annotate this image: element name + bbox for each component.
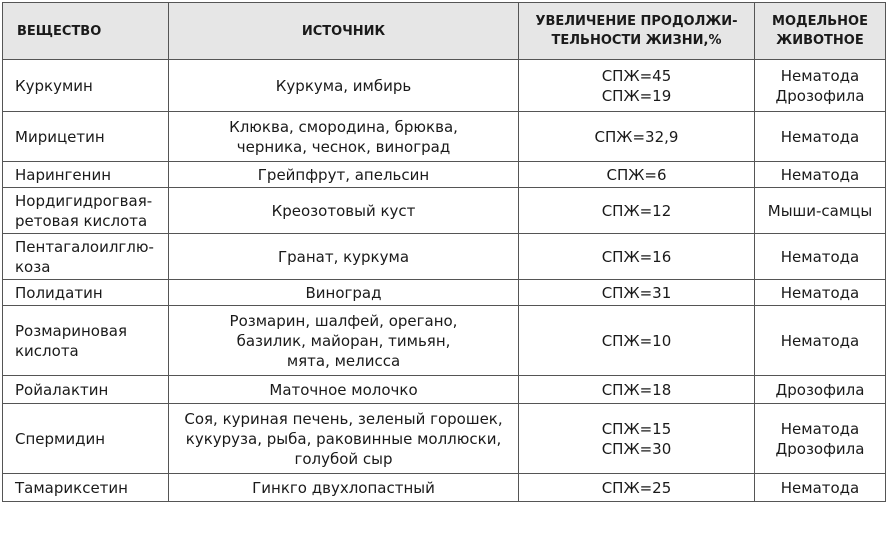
model-line: Дрозофила	[775, 86, 865, 105]
header-lifespan-line: ТЕЛЬНОСТИ ЖИЗНИ,%	[551, 33, 722, 48]
lifespan-line: СПЖ=12	[601, 201, 672, 220]
source-line: голубой сыр	[294, 449, 393, 468]
header-model-line: МОДЕЛЬНОЕ	[772, 14, 868, 29]
source-line: Виноград	[305, 283, 382, 302]
substance-line: Ройалактин	[15, 380, 109, 399]
table-row	[3, 474, 886, 502]
substance-cell	[3, 474, 169, 502]
source-cell	[169, 376, 519, 404]
source-cell	[169, 280, 519, 306]
substance-cell	[3, 188, 169, 234]
source-cell	[169, 404, 519, 474]
model-line: Нематода	[780, 247, 860, 266]
substance-line: Куркумин	[15, 76, 93, 95]
source-cell	[169, 474, 519, 502]
source-line: Клюква, смородина, брюква,	[229, 117, 458, 136]
substance-line: коза	[15, 257, 51, 276]
table-row	[3, 306, 886, 376]
substance-line: Нордигидрогвая-	[15, 191, 153, 210]
model-line: Нематода	[780, 419, 860, 438]
substance-line: ретовая кислота	[15, 211, 148, 230]
model-cell	[755, 474, 886, 502]
substance-cell	[3, 112, 169, 162]
substance-line: Полидатин	[15, 283, 103, 302]
source-line: базилик, майоран, тимьян,	[236, 331, 451, 350]
source-line: Соя, куриная печень, зеленый горошек,	[184, 409, 503, 428]
source-cell	[169, 234, 519, 280]
lifespan-cell	[519, 234, 755, 280]
lifespan-line: СПЖ=16	[601, 247, 672, 266]
substance-cell	[3, 280, 169, 306]
model-line: Нематода	[780, 66, 860, 85]
model-line: Нематода	[780, 331, 860, 350]
source-line: кукуруза, рыба, раковинные моллюски,	[185, 429, 502, 448]
header-source	[169, 3, 519, 60]
model-cell	[755, 376, 886, 404]
source-cell	[169, 306, 519, 376]
model-cell	[755, 60, 886, 112]
lifespan-cell	[519, 404, 755, 474]
substance-line: кислота	[15, 341, 79, 360]
source-line: Куркума, имбирь	[275, 76, 412, 95]
lifespan-line: СПЖ=25	[601, 478, 672, 497]
header-lifespan-line: УВЕЛИЧЕНИЕ ПРОДОЛЖИ-	[535, 14, 738, 29]
table-row	[3, 60, 886, 112]
lifespan-cell	[519, 60, 755, 112]
table-row	[3, 188, 886, 234]
source-line: мята, мелисса	[286, 351, 401, 370]
lifespan-line: СПЖ=30	[601, 439, 672, 458]
table-row	[3, 162, 886, 188]
source-line: Розмарин, шалфей, орегано,	[229, 311, 458, 330]
lifespan-cell	[519, 162, 755, 188]
lifespan-table	[2, 2, 886, 502]
substance-cell	[3, 306, 169, 376]
lifespan-cell	[519, 112, 755, 162]
lifespan-cell	[519, 280, 755, 306]
model-cell	[755, 404, 886, 474]
model-line: Нематода	[780, 127, 860, 146]
lifespan-line: СПЖ=18	[601, 380, 672, 399]
substance-line: Розмариновая	[15, 321, 128, 340]
model-cell	[755, 234, 886, 280]
model-line: Нематода	[780, 478, 860, 497]
model-cell	[755, 162, 886, 188]
table-row	[3, 280, 886, 306]
lifespan-cell	[519, 306, 755, 376]
header-row	[3, 3, 886, 60]
header-substance-text: ВЕЩЕСТВО	[17, 23, 102, 39]
source-line: Креозотовый куст	[271, 201, 416, 220]
header-source-text: ИСТОЧНИК	[301, 23, 386, 39]
source-line: Грейпфрут, апельсин	[257, 165, 430, 184]
model-cell	[755, 188, 886, 234]
source-line: черника, чеснок, виноград	[236, 137, 451, 156]
model-cell	[755, 306, 886, 376]
source-cell	[169, 112, 519, 162]
model-line: Нематода	[780, 165, 860, 184]
table-row	[3, 112, 886, 162]
model-cell	[755, 280, 886, 306]
source-line: Гинкго двухлопастный	[252, 478, 435, 497]
table-row	[3, 234, 886, 280]
substance-line: Спермидин	[15, 429, 106, 448]
substance-line: Нарингенин	[15, 165, 112, 184]
table-row	[3, 376, 886, 404]
substance-line: Пентагалоилглю-	[15, 237, 154, 256]
substance-cell	[3, 376, 169, 404]
source-cell	[169, 162, 519, 188]
substance-line: Мирицетин	[15, 127, 105, 146]
table-body	[3, 60, 886, 502]
substance-line: Тамариксетин	[15, 478, 128, 497]
source-cell	[169, 60, 519, 112]
model-line: Нематода	[780, 283, 860, 302]
header-model-line: ЖИВОТНОЕ	[776, 33, 864, 48]
substance-cell	[3, 404, 169, 474]
lifespan-line: СПЖ=6	[606, 165, 667, 184]
lifespan-line: СПЖ=19	[601, 86, 672, 105]
header-model	[755, 3, 886, 60]
lifespan-line: СПЖ=10	[601, 331, 672, 350]
lifespan-line: СПЖ=31	[601, 283, 672, 302]
lifespan-line: СПЖ=45	[601, 66, 672, 85]
substance-cell	[3, 60, 169, 112]
header-lifespan	[519, 3, 755, 60]
substance-cell	[3, 234, 169, 280]
substance-cell	[3, 162, 169, 188]
lifespan-line: СПЖ=15	[601, 419, 672, 438]
model-cell	[755, 112, 886, 162]
lifespan-cell	[519, 188, 755, 234]
lifespan-cell	[519, 474, 755, 502]
model-line: Дрозофила	[775, 380, 865, 399]
source-line: Маточное молочко	[269, 380, 418, 399]
source-cell	[169, 188, 519, 234]
model-line: Мыши-самцы	[767, 201, 873, 220]
table-row	[3, 404, 886, 474]
lifespan-cell	[519, 376, 755, 404]
header-substance	[3, 3, 169, 60]
model-line: Дрозофила	[775, 439, 865, 458]
source-line: Гранат, куркума	[277, 247, 410, 266]
lifespan-line: СПЖ=32,9	[594, 127, 679, 146]
